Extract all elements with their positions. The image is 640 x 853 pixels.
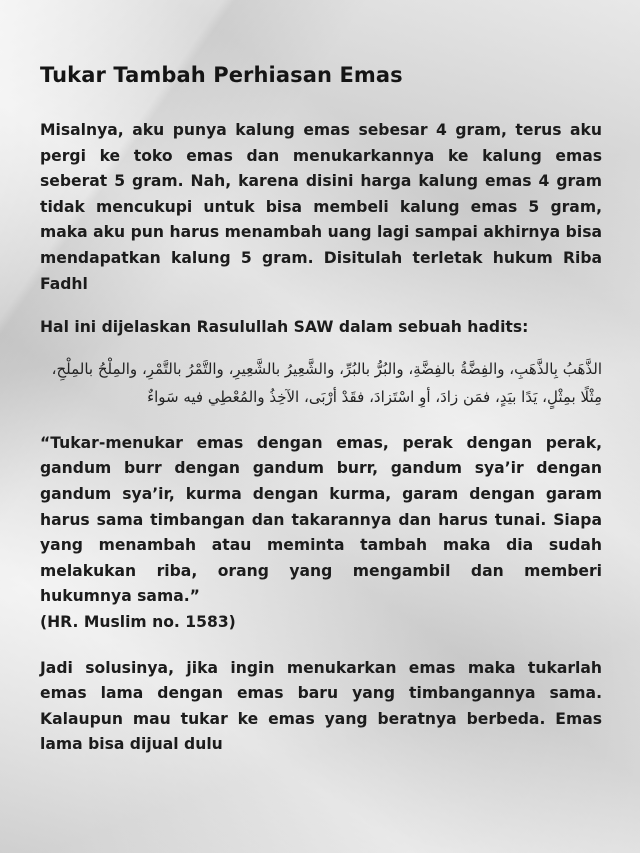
article-title: Tukar Tambah Perhiasan Emas xyxy=(40,63,403,87)
hadith-source: (HR. Muslim no. 1583) xyxy=(40,612,236,631)
article xyxy=(40,58,602,758)
hadith-translation: “Tukar-menukar emas dengan emas, perak dengan perak, gandum burr dengan gandum burr, gandum sya’ir dengan gandum sya’ir, kurma dengan kurma, garam dengan garam harus sama timbangan dan takarannya dan harus tunai. Siapa yang menambah atau meminta tambah maka dia sudah melakukan riba, orang yang mengambil dan memberi hukumnya sama.” xyxy=(40,433,602,606)
hadith-intro: Hal ini dijelaskan Rasulullah SAW dalam sebuah hadits: xyxy=(40,318,529,337)
example-paragraph: Misalnya, aku punya kalung emas sebesar 4 gram, terus aku pergi ke toko emas dan menukarkannya ke kalung emas seberat 5 gram. Nah, karena disini harga kalung emas 4 gram tidak mencukupi untuk bisa membeli kalung emas 5 gram, maka aku pun harus menambah uang lagi sampai akhirnya bisa mendapatkan kalung 5 gram. Disitulah terletak hukum Riba Fadhl xyxy=(40,121,602,293)
hadith-arabic-text: الذَّهَبُ بِالذَّهَبِ، والفِضَّةُ بالفِضَّةِ، والبُرُّ بالبُرِّ، والشَّعِيرُ بالشَّعِيرِ، والتَّمْرُ بالتَّمْرِ، والمِلْحُ بالمِلْحِ، مِثْلًا بمِثْلٍ، يَدًا بيَدٍ، فمَن زادَ، أوِ اسْتَزادَ، فقَدْ أرْبَى، الآخِذُ والمُعْطِي فيه سَواءٌ xyxy=(51,359,602,406)
conclusion-paragraph: Jadi solusinya, jika ingin menukarkan emas maka tukarlah emas lama dengan emas baru yang timbangannya sama. Kalaupun mau tukar ke emas yang beratnya berbeda. Emas lama bisa dijual dulu xyxy=(40,658,602,754)
